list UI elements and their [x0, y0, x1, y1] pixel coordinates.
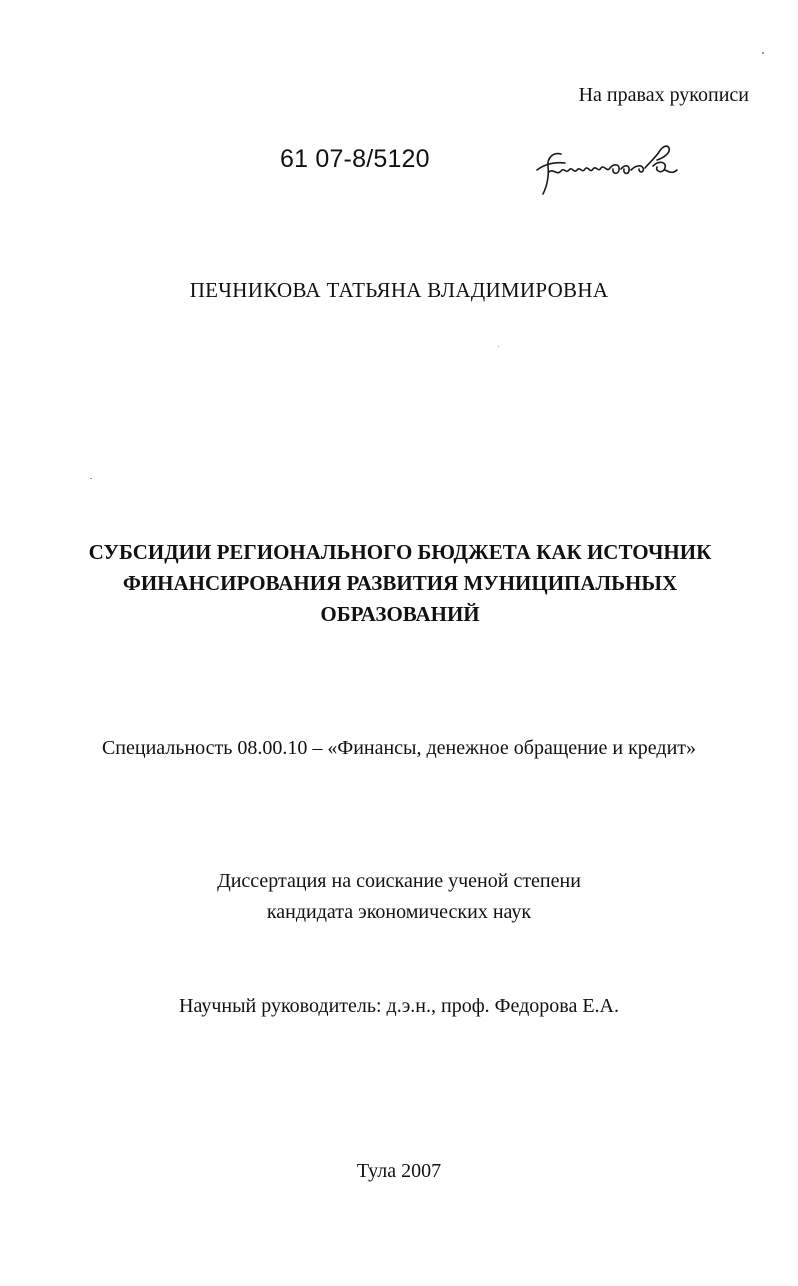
- degree-line: кандидата экономических наук: [266, 901, 532, 923]
- scientific-supervisor: Научный руководитель: д.э.н., проф. Федорова Е.А.: [179, 995, 619, 1017]
- dissertation-title: [60, 537, 740, 630]
- city-year: Тула 2007: [356, 1160, 442, 1182]
- degree-statement: [0, 866, 798, 928]
- title-line: ФИНАНСИРОВАНИЯ РАЗВИТИЯ МУНИЦИПАЛЬНЫХ: [122, 571, 678, 595]
- handwritten-signature-icon: [535, 136, 685, 200]
- scan-speck: [498, 346, 499, 347]
- author-name: ПЕЧНИКОВА ТАТЬЯНА ВЛАДИМИРОВНА: [189, 278, 609, 302]
- archive-stamp-number: 61 07-8/5120: [280, 145, 430, 173]
- title-line: ОБРАЗОВАНИЙ: [320, 602, 480, 626]
- title-line: СУБСИДИИ РЕГИОНАЛЬНОГО БЮДЖЕТА КАК ИСТОЧНИК: [88, 540, 712, 564]
- degree-line: Диссертация на соискание ученой степени: [217, 870, 581, 892]
- scan-speck: [762, 52, 764, 54]
- specialty-line: Специальность 08.00.10 – «Финансы, денежное обращение и кредит»: [101, 737, 697, 759]
- manuscript-rights-note: На правах рукописи: [578, 84, 749, 106]
- scan-speck: [90, 478, 92, 479]
